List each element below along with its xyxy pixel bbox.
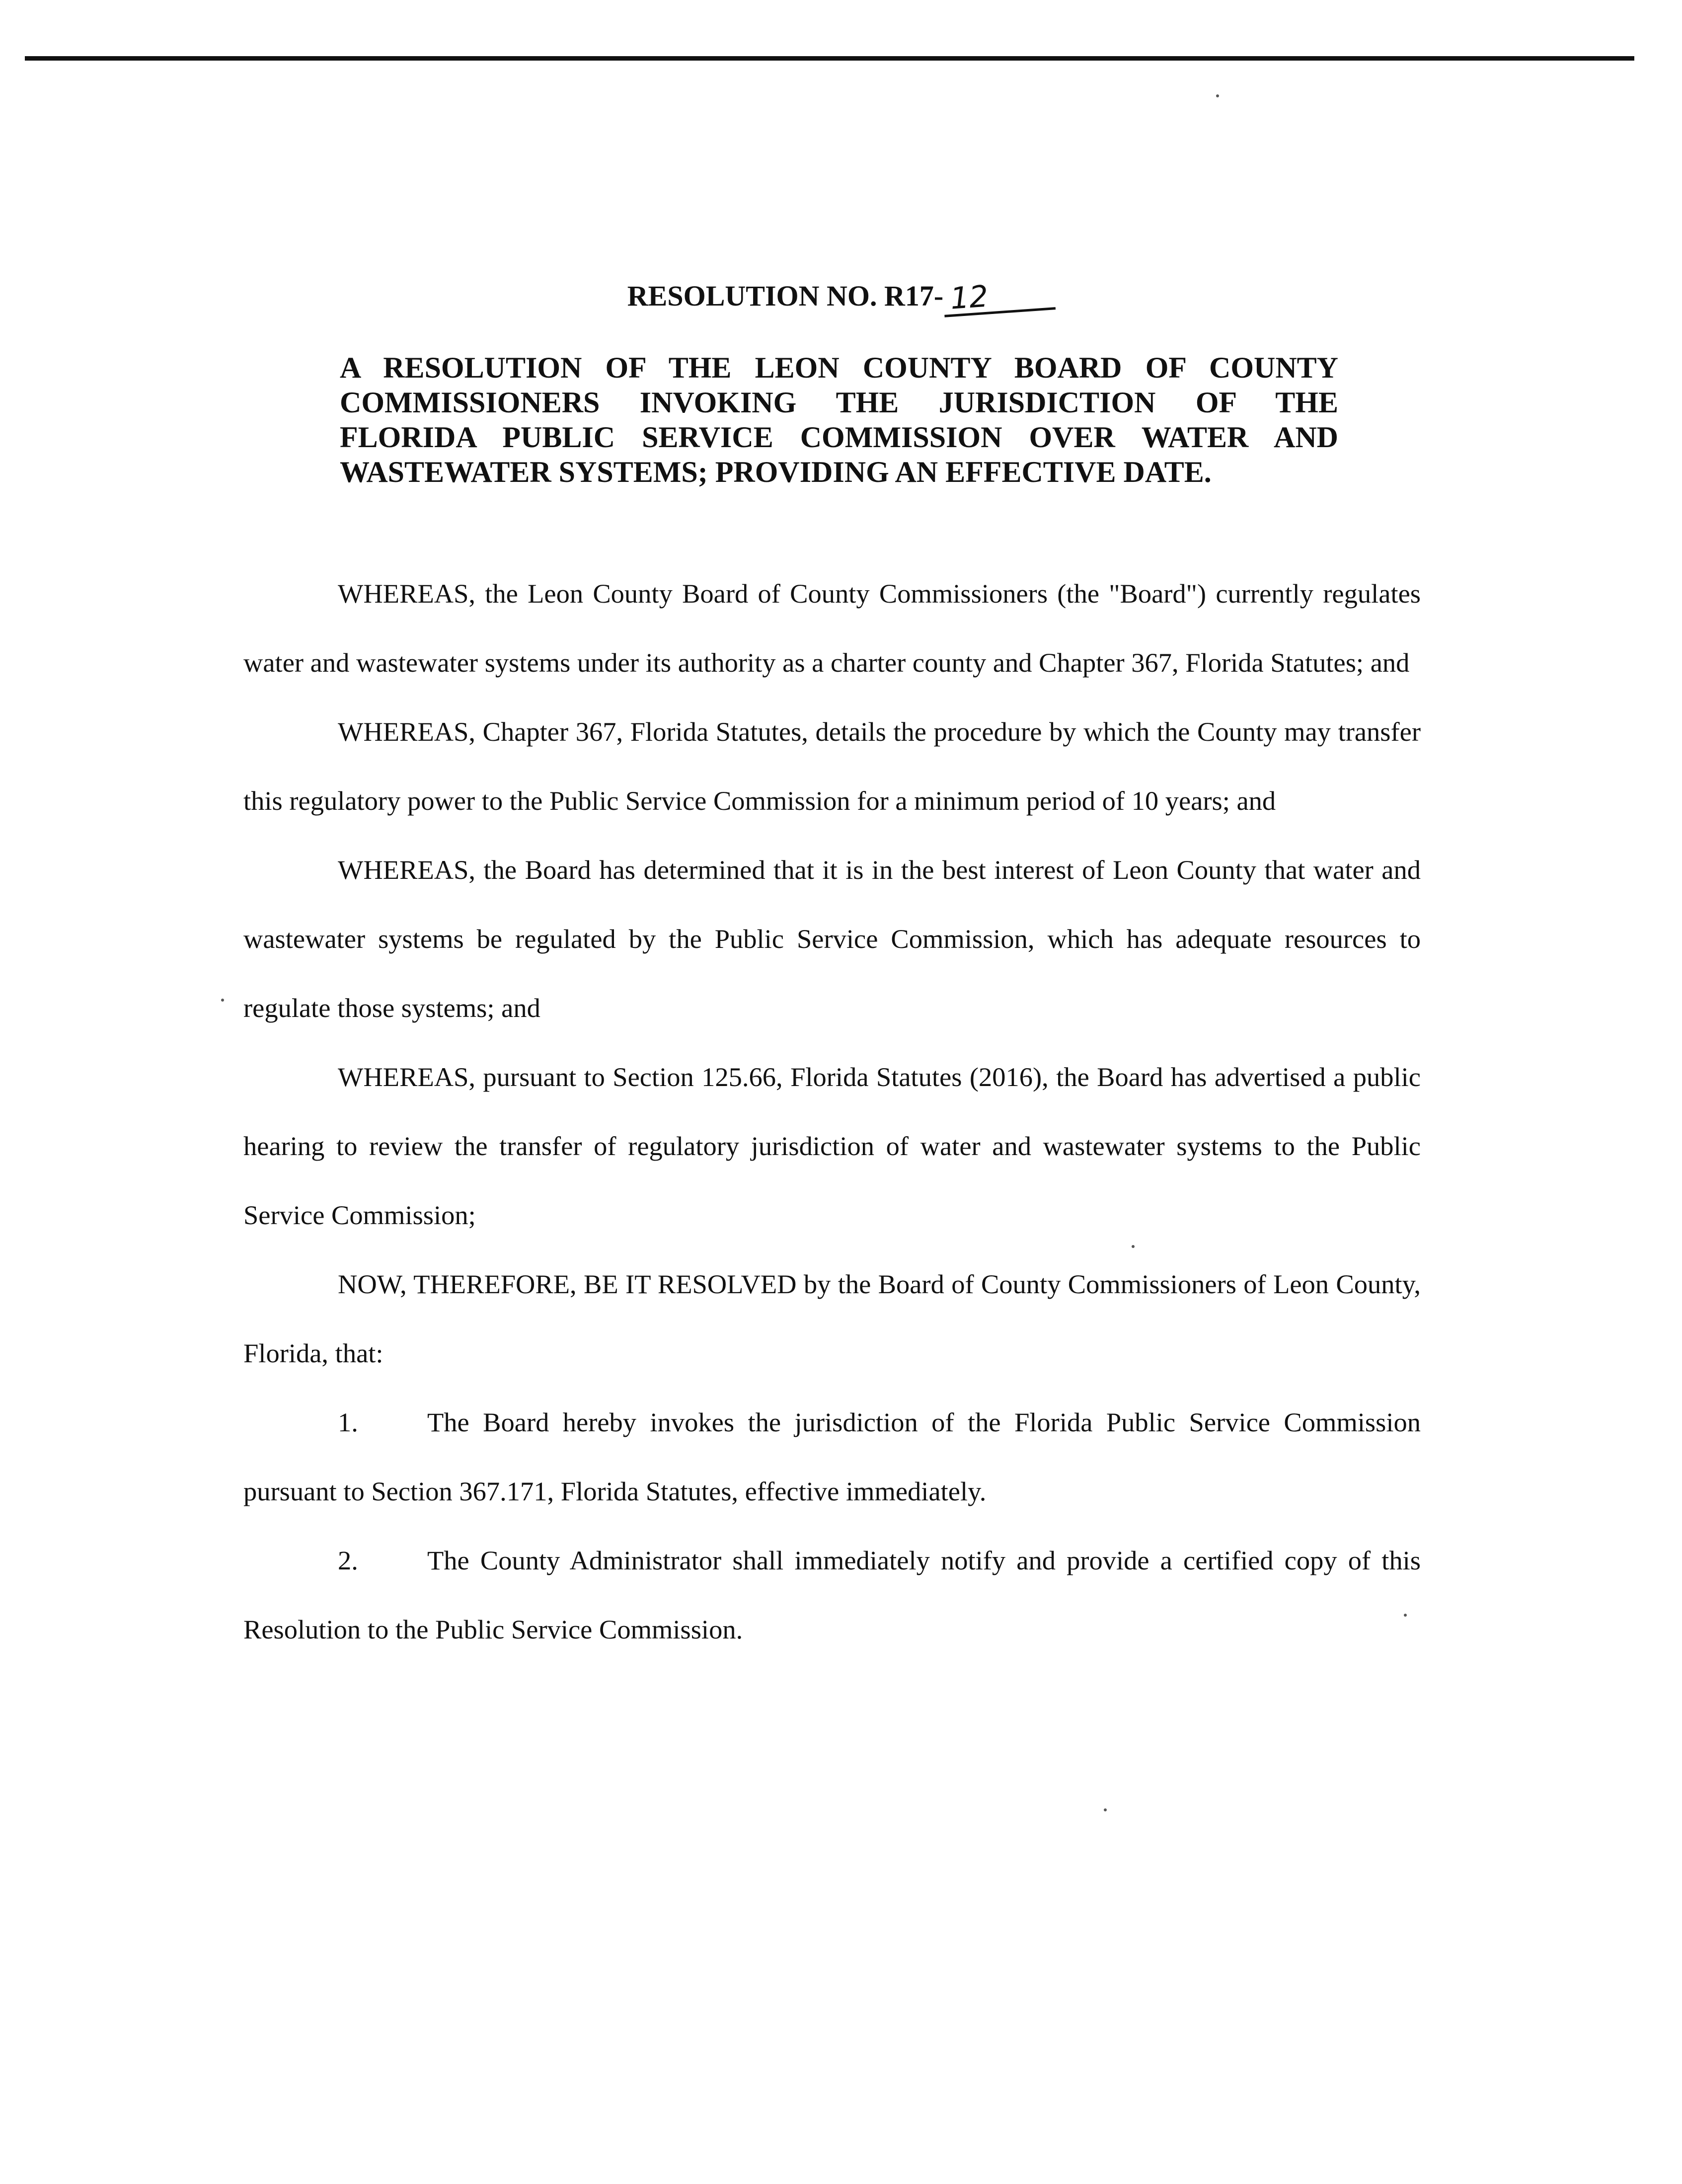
resolution-abstract — [340, 350, 1338, 489]
abstract-line: FLORIDA PUBLIC SERVICE COMMISSION OVER WATER AND — [340, 421, 1338, 454]
whereas-clause: WHEREAS, Chapter 367, Florida Statutes, details the procedure by which the County may transfer this regulatory power to the Public Service Commission for a minimum period of 10 years; and — [243, 716, 1421, 816]
resolved-clause: NOW, THEREFORE, BE IT RESOLVED by the Board of County Commissioners of Leon County, Florida, that: — [243, 1269, 1421, 1368]
resolution-item — [243, 1526, 1421, 1664]
resolution-body — [243, 559, 1421, 1664]
scan-speck — [1104, 1808, 1107, 1811]
abstract-line: A RESOLUTION OF THE LEON COUNTY BOARD OF COUNTY — [340, 351, 1338, 384]
whereas-clause: WHEREAS, pursuant to Section 125.66, Florida Statutes (2016), the Board has advertised a public hearing to review the transfer of regulatory jurisdiction of water and wastewater systems to the Public Service Commission; — [243, 1062, 1421, 1230]
item-number: 1. — [338, 1407, 358, 1437]
resolution-item — [243, 1388, 1421, 1526]
resolution-label: RESOLUTION NO. R17- — [627, 280, 944, 312]
abstract-line: WASTEWATER SYSTEMS; PROVIDING AN EFFECTIVE DATE. — [340, 456, 1212, 488]
resolution-heading — [0, 278, 1682, 314]
resolution-number-handwritten: 12 — [942, 276, 1056, 317]
abstract-line: COMMISSIONERS INVOKING THE JURISDICTION OF THE — [340, 386, 1338, 419]
item-text: The County Administrator shall immediately notify and provide a certified copy of this Resolution to the Public Service Commission. — [243, 1545, 1421, 1644]
whereas-clause: WHEREAS, the Leon County Board of County Commissioners (the "Board") currently regulates water and wastewater systems under its authority as a charter county and Chapter 367, Florida Statutes; and — [243, 578, 1421, 678]
scan-speck — [1216, 94, 1219, 97]
scan-speck — [221, 999, 224, 1002]
top-rule — [25, 56, 1634, 61]
whereas-clause: WHEREAS, the Board has determined that it is in the best interest of Leon County that water and wastewater systems be regulated by the Public Service Commission, which has adequate resources to regulate those systems; and — [243, 855, 1421, 1023]
item-text: The Board hereby invokes the jurisdiction of the Florida Public Service Commission pursuant to Section 367.171, Florida Statutes, effective immediately. — [243, 1407, 1421, 1506]
item-number: 2. — [338, 1545, 358, 1575]
